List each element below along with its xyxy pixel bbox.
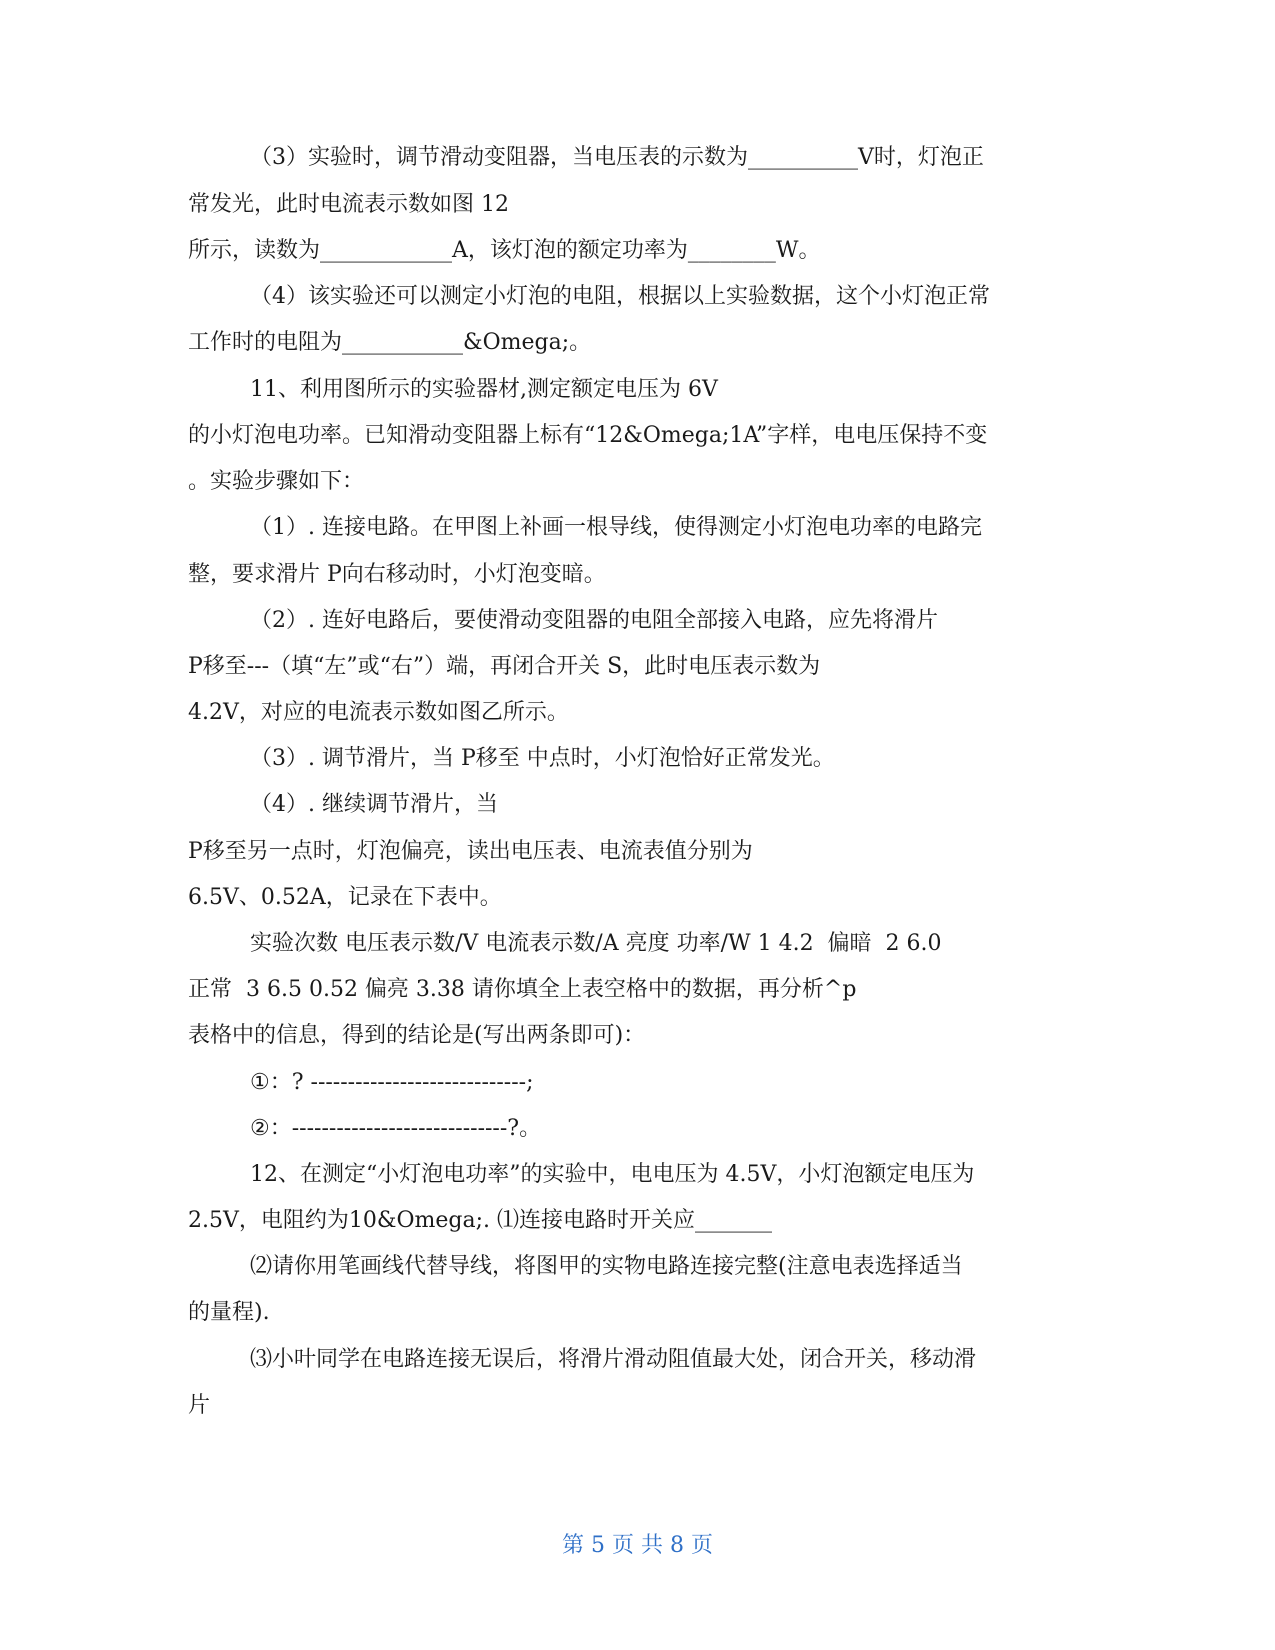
text-line: 整，要求滑片 P向右移动时，小灯泡变暗。	[188, 562, 606, 587]
text-line: 所示，读数为____________A，该灯泡的额定功率为________W。	[188, 238, 821, 263]
text-line: （4）. 继续调节滑片，当	[250, 792, 498, 817]
text-line: ⑵请你用笔画线代替导线，将图甲的实物电路连接完整(注意电表选择适当	[250, 1254, 963, 1279]
text-line: 。实验步骤如下：	[188, 469, 365, 494]
text-line: （2）. 连好电路后，要使滑动变阻器的电阻全部接入电路，应先将滑片	[250, 608, 938, 633]
text-line: （3）. 调节滑片，当 P移至 中点时，小灯泡恰好正常发光。	[250, 746, 835, 771]
text-line: P移至---（填“左”或“右”）端，再闭合开关 S，此时电压表示数为	[188, 654, 821, 679]
text-line: 常发光，此时电流表示数如图 12	[188, 192, 509, 217]
text-line: 11、利用图所示的实验器材,测定额定电压为 6V	[250, 377, 718, 402]
text-line: 6.5V、0.52A，记录在下表中。	[188, 885, 502, 910]
text-line: 的小灯泡电功率。已知滑动变阻器上标有“12&Omega;1A”字样，电电压保持不变	[188, 423, 988, 448]
text-line: 正常 3 6.5 0.52 偏亮 3.38 请你填全上表空格中的数据，再分析^p	[188, 977, 857, 1002]
text-line: ⑶小叶同学在电路连接无误后，将滑片滑动阻值最大处，闭合开关，移动滑	[250, 1347, 977, 1372]
text-line: 的量程).	[188, 1300, 270, 1325]
text-line: 片	[188, 1393, 211, 1418]
text-line: 4.2V，对应的电流表示数如图乙所示。	[188, 700, 569, 725]
text-line: （1）. 连接电路。在甲图上补画一根导线，使得测定小灯泡电功率的电路完	[250, 515, 982, 540]
page-number-footer: 第 5 页 共 8 页	[562, 1533, 713, 1558]
text-line: ①：? -----------------------------;	[250, 1070, 534, 1095]
text-line: 2.5V，电阻约为10&Omega;. ⑴连接电路时开关应_______	[188, 1208, 772, 1233]
text-line: 实验次数 电压表示数/V 电流表示数/A 亮度 功率/W 1 4.2 偏暗 2 6.0	[250, 931, 942, 956]
text-line: 表格中的信息，得到的结论是(写出两条即可)：	[188, 1023, 646, 1048]
text-line: ②：-----------------------------?。	[250, 1116, 542, 1141]
text-line: 工作时的电阻为___________&Omega;。	[188, 330, 592, 355]
text-line: （3）实验时，调节滑动变阻器，当电压表的示数为__________V时，灯泡正	[250, 145, 984, 170]
text-line: 12、在测定“小灯泡电功率”的实验中，电电压为 4.5V，小灯泡额定电压为	[250, 1162, 975, 1187]
text-line: （4）该实验还可以测定小灯泡的电阻，根据以上实验数据，这个小灯泡正常	[250, 284, 990, 309]
text-line: P移至另一点时，灯泡偏亮，读出电压表、电流表值分别为	[188, 839, 753, 864]
